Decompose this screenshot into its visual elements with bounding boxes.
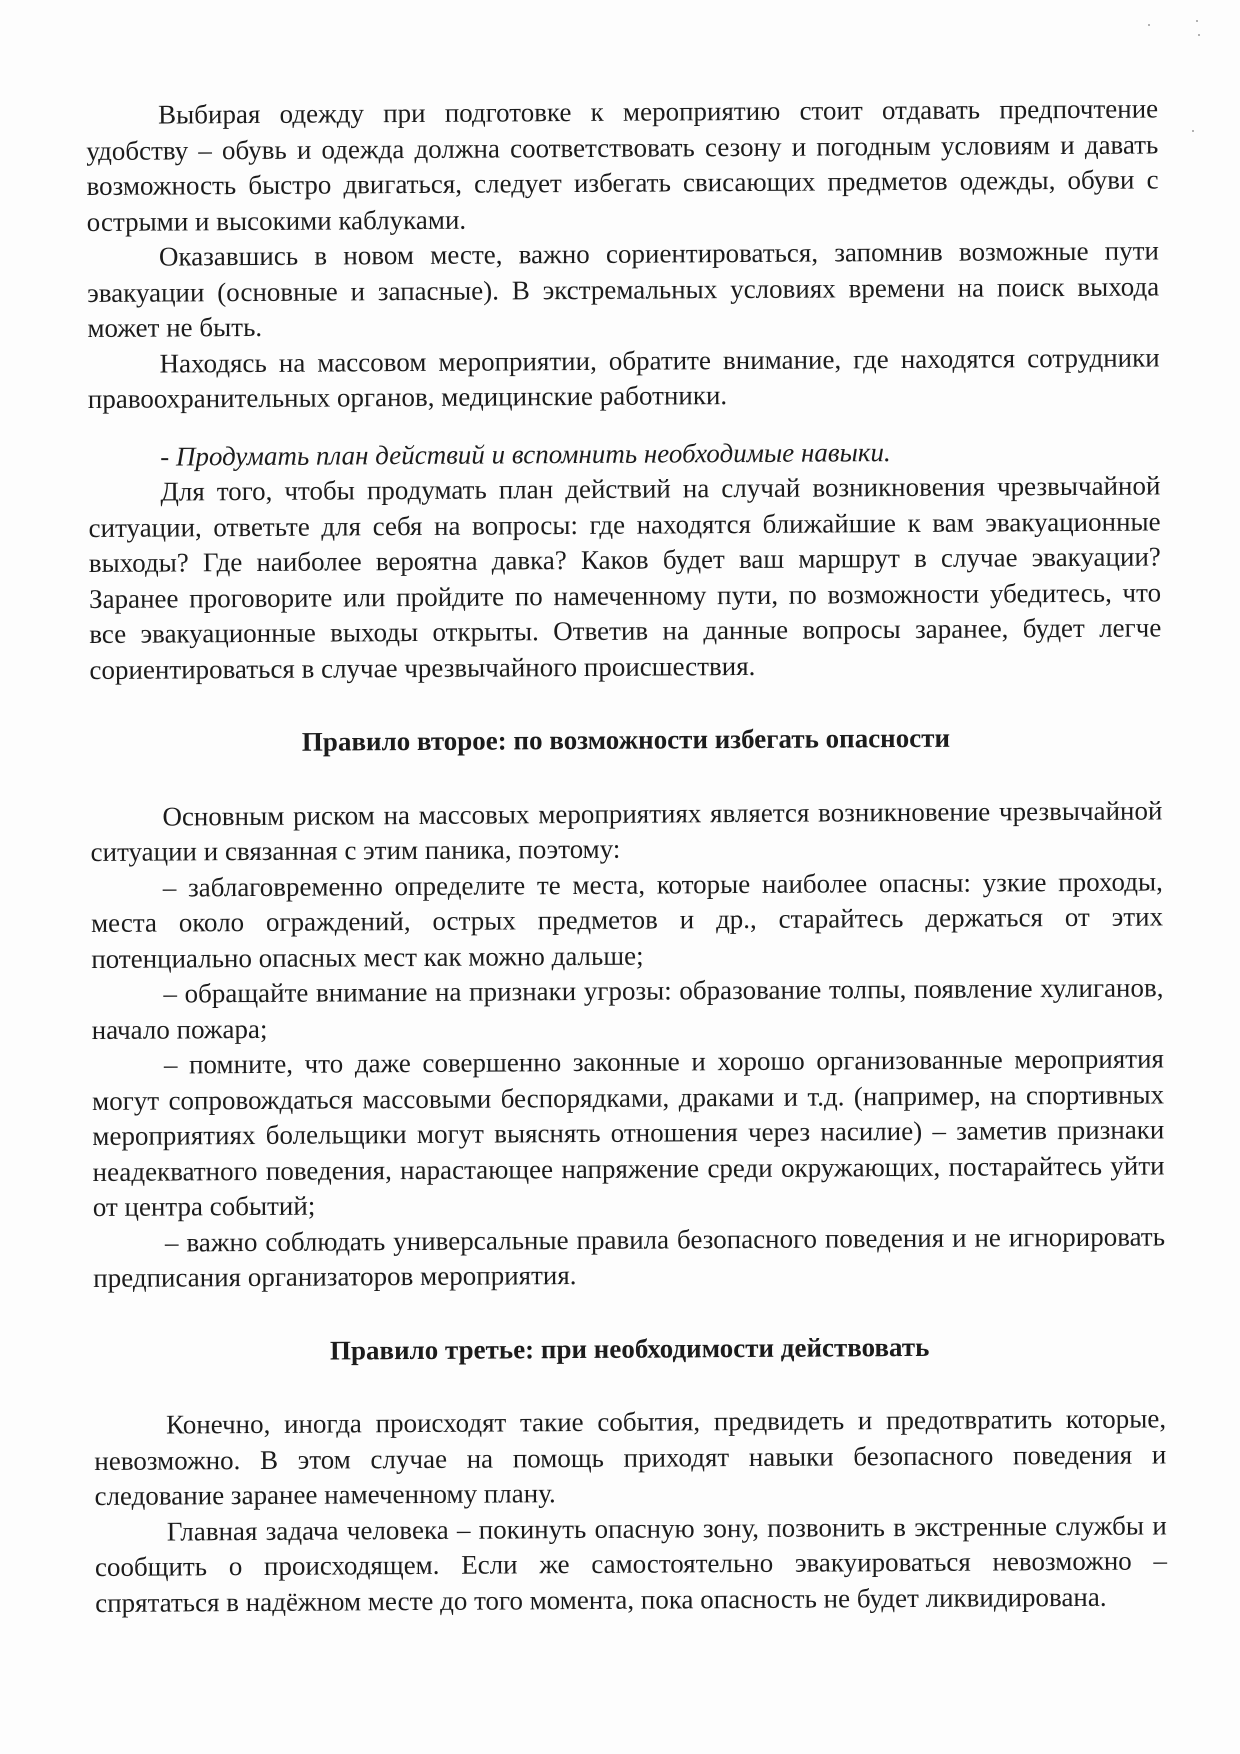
paragraph-main-risk: Основным риском на массовых мероприятиях является возникновение чрезвычайной ситуации и связанная с этим паника, поэтому: bbox=[90, 794, 1163, 867]
scan-speck bbox=[1148, 24, 1150, 26]
paragraph-staff-location: Находясь на массовом мероприятии, обратите внимание, где находятся сотрудники правоохранительных органов, медицинские работники. bbox=[87, 341, 1160, 414]
scan-speck bbox=[1192, 130, 1194, 132]
italic-subheading-plan: - Продумать план действий и вспомнить необходимые навыки. bbox=[160, 436, 891, 472]
paragraph-unforeseen-events: Конечно, иногда происходят такие события, предвидеть и предотвратить которые, невозможно. В этом случае на помощь приходят навыки безопасного поведения и следование заранее намеченному плану. bbox=[94, 1403, 1167, 1511]
list-item-safety-rules: – важно соблюдать универсальные правила безопасного поведения и не игнорировать предписания организаторов мероприятия. bbox=[93, 1220, 1166, 1293]
list-item-threat-signs: – обращайте внимание на признаки угрозы: образование толпы, появление хулиганов, начало пожара; bbox=[91, 972, 1164, 1045]
document-body bbox=[86, 91, 1167, 1621]
paragraph-clothing: Выбирая одежду при подготовке к мероприятию стоит отдавать предпочтение удобству – обувь и одежда должна соответствовать сезону и погодным условиям и давать возможность быстро двигаться, следует избегать свисающих предметов одежды, обуви с острыми и высокими каблуками. bbox=[86, 93, 1159, 237]
heading-rule-two: Правило второе: по возможности избегать опасности bbox=[301, 722, 951, 757]
scan-speck bbox=[1196, 20, 1198, 22]
list-item-dangerous-places: – заблаговременно определите те места, которые наиболее опасны: узкие проходы, места около ограждений, острых предметов и др., старайтесь держаться от этих потенциально опасных мест как можно дальше; bbox=[90, 865, 1164, 974]
heading-rule-three: Правило третье: при необходимости действовать bbox=[329, 1331, 930, 1366]
list-item-riots: – помните, что даже совершенно законные и хорошо организованные мероприятия могут сопровождаться массовыми беспорядками, драками и т.д. (например, на спортивных мероприятиях болельщики могут выяснять отношения через насилие) – заметив признаки неадекватного поведения, нарастающее напряжение среди окружающих, постарайтесь уйти от центра событий; bbox=[92, 1043, 1165, 1222]
paragraph-evacuation-routes: Оказавшись в новом месте, важно сориентироваться, запомнив возможные пути эвакуации (основные и запасные). В экстремальных условиях времени на поиск выхода может не быть. bbox=[87, 235, 1160, 343]
scan-speck bbox=[1198, 34, 1200, 36]
paragraph-action-plan: Для того, чтобы продумать план действий на случай возникновения чрезвычайной ситуации, ответьте для себя на вопросы: где находятся ближайшие к вам эвакуационные выходы? Где наиболее вероятна давка? Каков будет ваш маршрут в случае эвакуации? Заранее проговорите или пройдите по намеченному пути, по возможности убедитесь, что все эвакуационные выходы открыты. Ответив на данные вопросы заранее, будет легче сориентироваться в случае чрезвычайного происшествия. bbox=[88, 470, 1162, 685]
paragraph-main-task: Главная задача человека – покинуть опасную зону, позвонить в экстренные службы и сообщить о происходящем. Если же самостоятельно эвакуироваться невозможно – спрятаться в надёжном месте до того момента, пока опасность не будет ликвидирована. bbox=[94, 1509, 1168, 1618]
